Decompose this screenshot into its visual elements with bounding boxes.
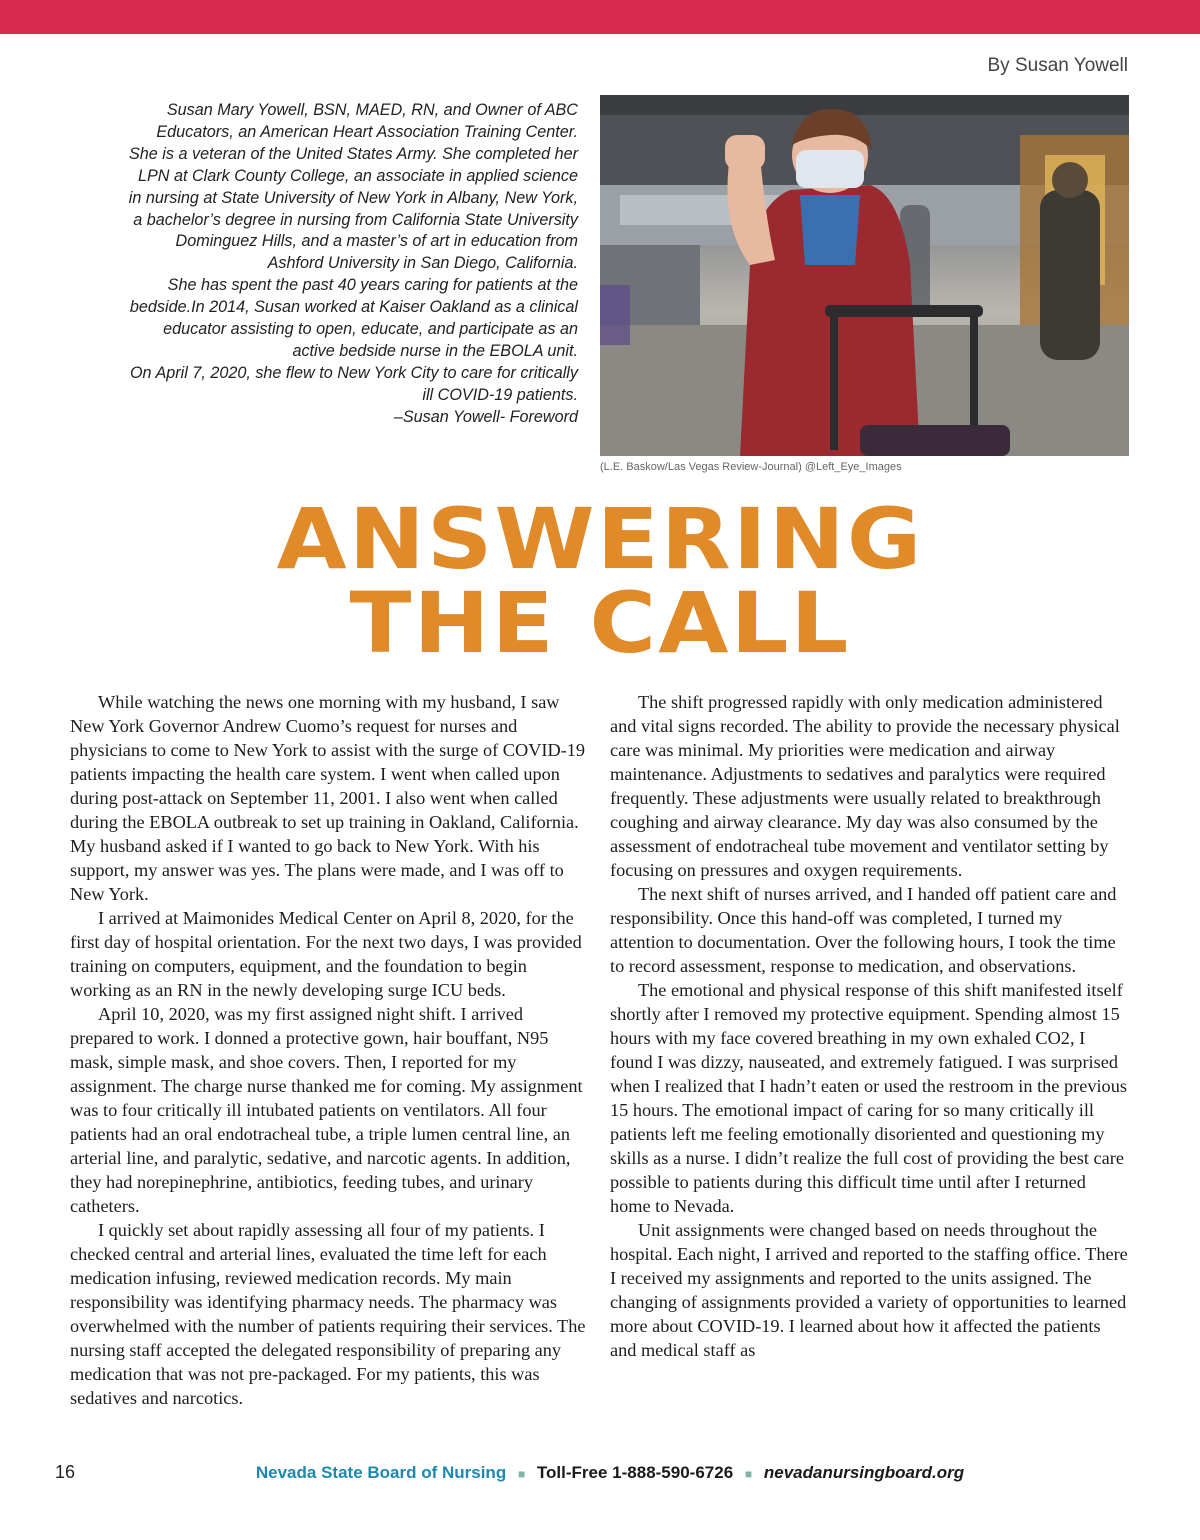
- bio-line: –Susan Yowell- Foreword: [393, 407, 578, 426]
- bio-line: On April 7, 2020, she flew to New York City to care for critically: [129, 363, 578, 382]
- bio-line: bedside.In 2014, Susan worked at Kaiser Oakland as a clinical: [129, 298, 578, 317]
- headline-line-2: THE CALL: [349, 574, 851, 672]
- photo-credit: (L.E. Baskow/Las Vegas Review-Journal) @Left_Eye_Images: [600, 461, 902, 473]
- top-color-bar: [0, 0, 1200, 34]
- headline-line-1: ANSWERING: [276, 490, 924, 588]
- byline: By Susan Yowell: [987, 55, 1128, 76]
- paragraph: April 10, 2020, was my first assigned night shift. I arrived prepared to work. I donned a protective gown, hair bouffant, N95 mask, simple mask, and shoe covers. Then, I reported for my assignment. The charge nurse thanked me for coming. My assignment was to four critically ill intubated patients on ventilators. All four patients had an oral endotracheal tube, a triple lumen central line, an arterial line, and paralytic, sedative, and narcotic agents. In addition, they had norepinephrine, antibiotics, feeding tubes, and urinary catheters.: [70, 1004, 583, 1216]
- bio-line: in nursing at State University of New York in Albany, New York,: [128, 188, 578, 207]
- footer-phone: Toll-Free 1-888-590-6726: [536, 1463, 734, 1482]
- paragraph: The next shift of nurses arrived, and I handed off patient care and responsibility. Once this hand-off was completed, I turned my attention to documentation. Over the following hours, I took the time to record assessment, response to medication, and observations.: [610, 884, 1117, 976]
- footer: [0, 1463, 1200, 1483]
- bio-line: ill COVID-19 patients.: [422, 385, 578, 404]
- paragraph: I quickly set about rapidly assessing all four of my patients. I checked central and arterial lines, evaluated the time left for each medication infusing, reviewed medication records. My main responsibility was identifying pharmacy needs. The pharmacy was overwhelmed with the number of patients requiring their services. The nursing staff accepted the delegated responsibility of preparing any medication that was not pre-packaged. For my patients, this was sedatives and narcotics.: [70, 1220, 586, 1408]
- footer-separator: ■: [517, 1467, 526, 1481]
- paragraph: The emotional and physical response of this shift manifested itself shortly after I removed my protective equipment. Spending almost 15 hours with my face covered breathing in my own exhaled CO2, I found I was dizzy, nauseated, and extremely fatigued. I was surprised when I realized that I hadn’t eaten or used the restroom in the previous 15 hours. The emotional impact of caring for so many critically ill patients left me feeling emotionally disoriented and questioning my skills as a nurse. I didn’t realize the full cost of providing the best care possible to patients during this difficult time until after I returned home to Nevada.: [610, 980, 1127, 1216]
- footer-org: Nevada State Board of Nursing: [255, 1463, 507, 1482]
- bio-line: a bachelor’s degree in nursing from California State University: [133, 210, 578, 229]
- bio-line: Educators, an American Heart Association Training Center.: [156, 122, 578, 141]
- bio-line: Susan Mary Yowell, BSN, MAED, RN, and Owner of ABC: [166, 101, 578, 119]
- paragraph: I arrived at Maimonides Medical Center on April 8, 2020, for the first day of hospital orientation. For the next two days, I was provided training on computers, equipment, and the foundation to begin working as an RN in the newly developing surge ICU beds.: [70, 908, 582, 1000]
- paragraph: While watching the news one morning with my husband, I saw New York Governor Andrew Cuomo’s request for nurses and physicians to come to New York to assist with the surge of COVID-19 patients impacting the health care system. I went when called upon during post-attack on September 11, 2001. I also went when called during the EBOLA outbreak to set up training in Oakland, California. My husband asked if I wanted to go back to New York. With his support, my answer was yes. The plans were made, and I was off to New York.: [70, 692, 586, 904]
- article-headline: [0, 490, 1200, 672]
- bio-line: active bedside nurse in the EBOLA unit.: [292, 341, 578, 360]
- bio-line: Dominguez Hills, and a master’s of art in education from: [175, 232, 578, 251]
- bio-line: She is a veteran of the United States Army. She completed her: [129, 144, 578, 163]
- bio-line: She has spent the past 40 years caring for patients at the: [167, 276, 578, 295]
- bio-line: educator assisting to open, educate, and participate as an: [163, 320, 578, 339]
- page-number: 16: [55, 1462, 76, 1482]
- right-column: [610, 690, 1130, 1362]
- author-bio: [70, 100, 578, 429]
- paragraph: Unit assignments were changed based on needs throughout the hospital. Each night, I arrived and reported to the staffing office. There I received my assignments and reported to the units assigned. The changing of assignments provided a variety of opportunities to learned more about COVID-19. I learned about how it affected the patients and medical staff as: [610, 1220, 1128, 1360]
- nurse-airport-photo: [600, 95, 1129, 456]
- footer-website-link[interactable]: nevadanursingboard.org: [763, 1463, 965, 1482]
- bio-line: Ashford University in San Diego, California.: [267, 254, 578, 273]
- bio-line: LPN at Clark County College, an associate in applied science: [137, 166, 578, 185]
- paragraph: The shift progressed rapidly with only medication administered and vital signs recorded. The ability to provide the necessary physical care was minimal. My priorities were medication and airway maintenance. Adjustments to sedatives and paralytics were required frequently. These adjustments were usually related to breakthrough coughing and airway clearance. My day was also consumed by the assessment of endotracheal tube movement and ventilator setting by focusing on pressures and oxygen requirements.: [610, 692, 1120, 880]
- left-column: [70, 690, 590, 1410]
- footer-separator: ■: [744, 1467, 753, 1481]
